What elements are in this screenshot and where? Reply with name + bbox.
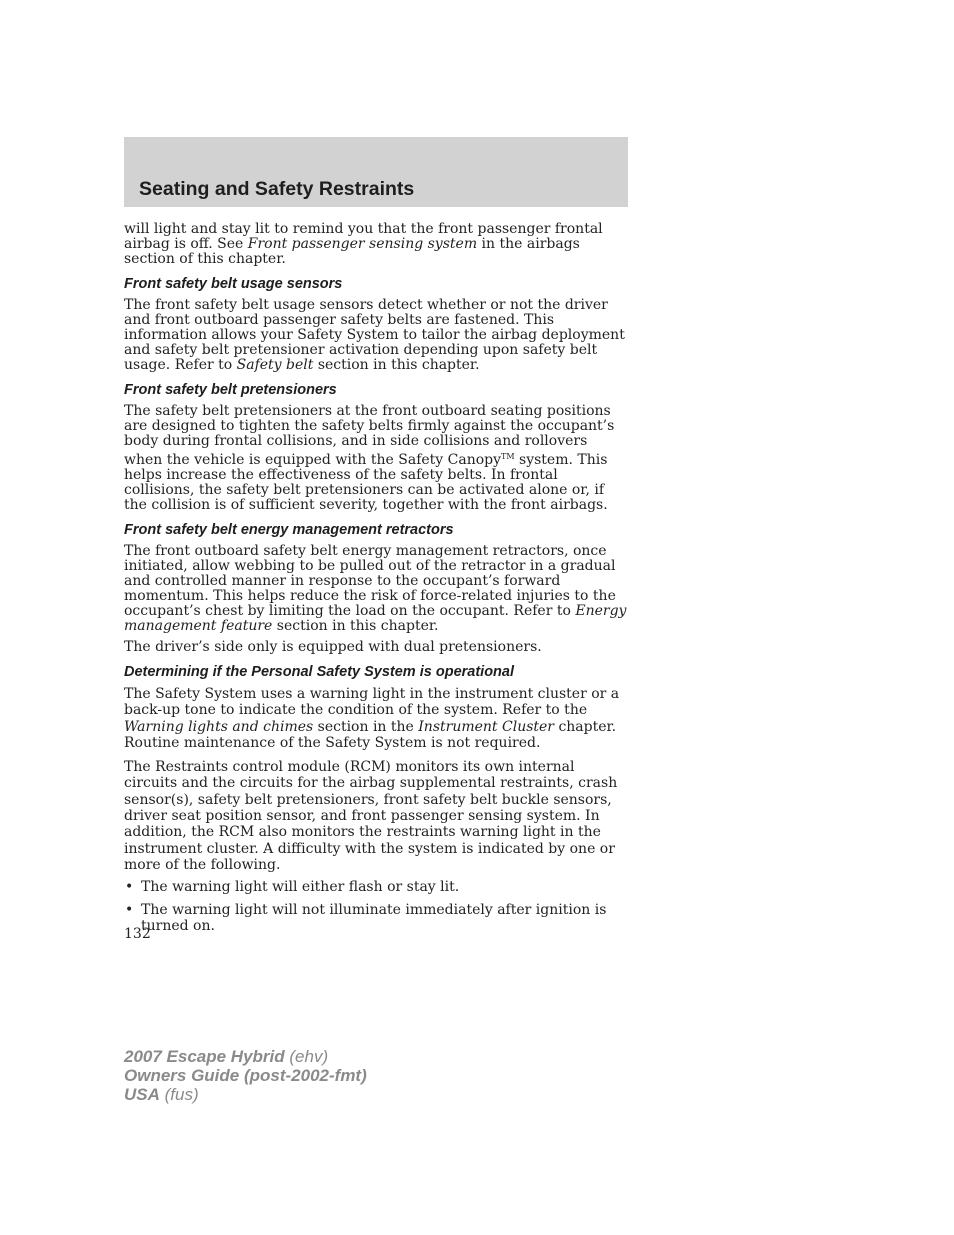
- cross-reference-link: Warning lights and chimes: [124, 718, 314, 735]
- dual-pretensioners-paragraph: The driver’s side only is equipped with dual pretensioners.: [124, 639, 542, 655]
- body-text: The safety belt pretensioners at the front outboard seating positions are designed to tighten the safety belts firmly against the occupant’s body during frontal collisions, and in side collisions and rollovers when the vehicle is equipped with the Safety Canopy: [124, 403, 615, 468]
- footer-line-3: [124, 1085, 367, 1104]
- body-text: system. This helps increase the effectiveness of the safety belts. In frontal collisions, the safety belt pretensioners can be activated alone or, if the collision is of sufficient severity, together with the front airbags.: [124, 452, 608, 513]
- pretensioners-paragraph: [124, 404, 630, 513]
- intro-text: in the airbags section of this chapter.: [124, 236, 580, 267]
- heading-operational: Determining if the Personal Safety System is operational: [124, 664, 514, 680]
- document-footer: [124, 1047, 367, 1104]
- usage-sensors-paragraph: [124, 298, 630, 373]
- body-text: The Safety System uses a warning light in the instrument cluster or a back-up tone to indicate the condition of the system. Refer to the: [124, 686, 620, 719]
- bullet-icon: •: [125, 902, 134, 919]
- cross-reference-link: Energy management feature: [124, 603, 627, 634]
- footer-model-code: (ehv): [284, 1047, 329, 1066]
- cross-reference-link: Front passenger sensing system: [247, 236, 478, 252]
- operational-paragraph-1: [124, 686, 630, 751]
- cross-reference-link: Safety belt: [236, 357, 314, 373]
- section-title: Seating and Safety Restraints: [139, 178, 415, 200]
- body-text: section in this chapter.: [272, 618, 439, 634]
- page-number: 132: [124, 926, 151, 942]
- heading-usage-sensors: Front safety belt usage sensors: [124, 276, 343, 292]
- body-text: section in the: [313, 718, 419, 735]
- page-content: [124, 222, 630, 941]
- footer-guide: Owners Guide (post-2002-fmt): [124, 1066, 367, 1085]
- body-text: The front outboard safety belt energy management retractors, once initiated, allow webbing to be pulled out of the retractor in a gradual and controlled manner in response to the occupant’s forward momentum. This helps reduce the risk of force-related injuries to the occupant’s chest by limiting the load on the occupant. Refer to: [124, 543, 616, 619]
- heading-pretensioners: Front safety belt pretensioners: [124, 382, 337, 398]
- footer-line-2: [124, 1066, 367, 1085]
- intro-paragraph: [124, 222, 630, 267]
- footer-market: USA: [124, 1085, 160, 1104]
- footer-model: 2007 Escape Hybrid: [124, 1047, 285, 1066]
- bullet-icon: •: [125, 879, 134, 896]
- operational-paragraph-2: The Restraints control module (RCM) monitors its own internal circuits and the circuits for the airbag supplemental restraints, crash sensor(s), safety belt pretensioners, front safety belt buckle sensors, driver seat position sensor, and front passenger sensing system. In addition, the RCM also monitors the restraints warning light in the instrument cluster. A difficulty with the system is indicated by one or more of the following.: [124, 759, 618, 873]
- section-header-band: [124, 137, 628, 207]
- retractors-paragraph: [124, 544, 630, 634]
- list-item-text: The warning light will either flash or stay lit.: [141, 879, 460, 896]
- list-item-text: The warning light will not illuminate immediately after ignition is turned on.: [141, 902, 607, 935]
- body-text: chapter. Routine maintenance of the Safety System is not required.: [124, 718, 617, 751]
- footer-line-1: [124, 1047, 367, 1066]
- intro-text: will light and stay lit to remind you that the front passenger frontal airbag is off. See: [124, 221, 603, 252]
- symptom-list: [124, 879, 630, 934]
- footer-market-code: (fus): [159, 1085, 199, 1104]
- body-text: section in this chapter.: [313, 357, 480, 373]
- list-item: [124, 879, 630, 895]
- body-text: The front safety belt usage sensors detect whether or not the driver and front outboard passenger safety belts are fastened. This information allows your Safety System to tailor the airbag deployment and safety belt pretensioner activation depending upon safety belt usage. Refer to: [124, 297, 625, 373]
- heading-retractors: Front safety belt energy management retractors: [124, 522, 454, 538]
- trademark-mark: TM: [501, 452, 515, 461]
- cross-reference-link: Instrument Cluster: [418, 718, 554, 735]
- list-item: [124, 902, 630, 934]
